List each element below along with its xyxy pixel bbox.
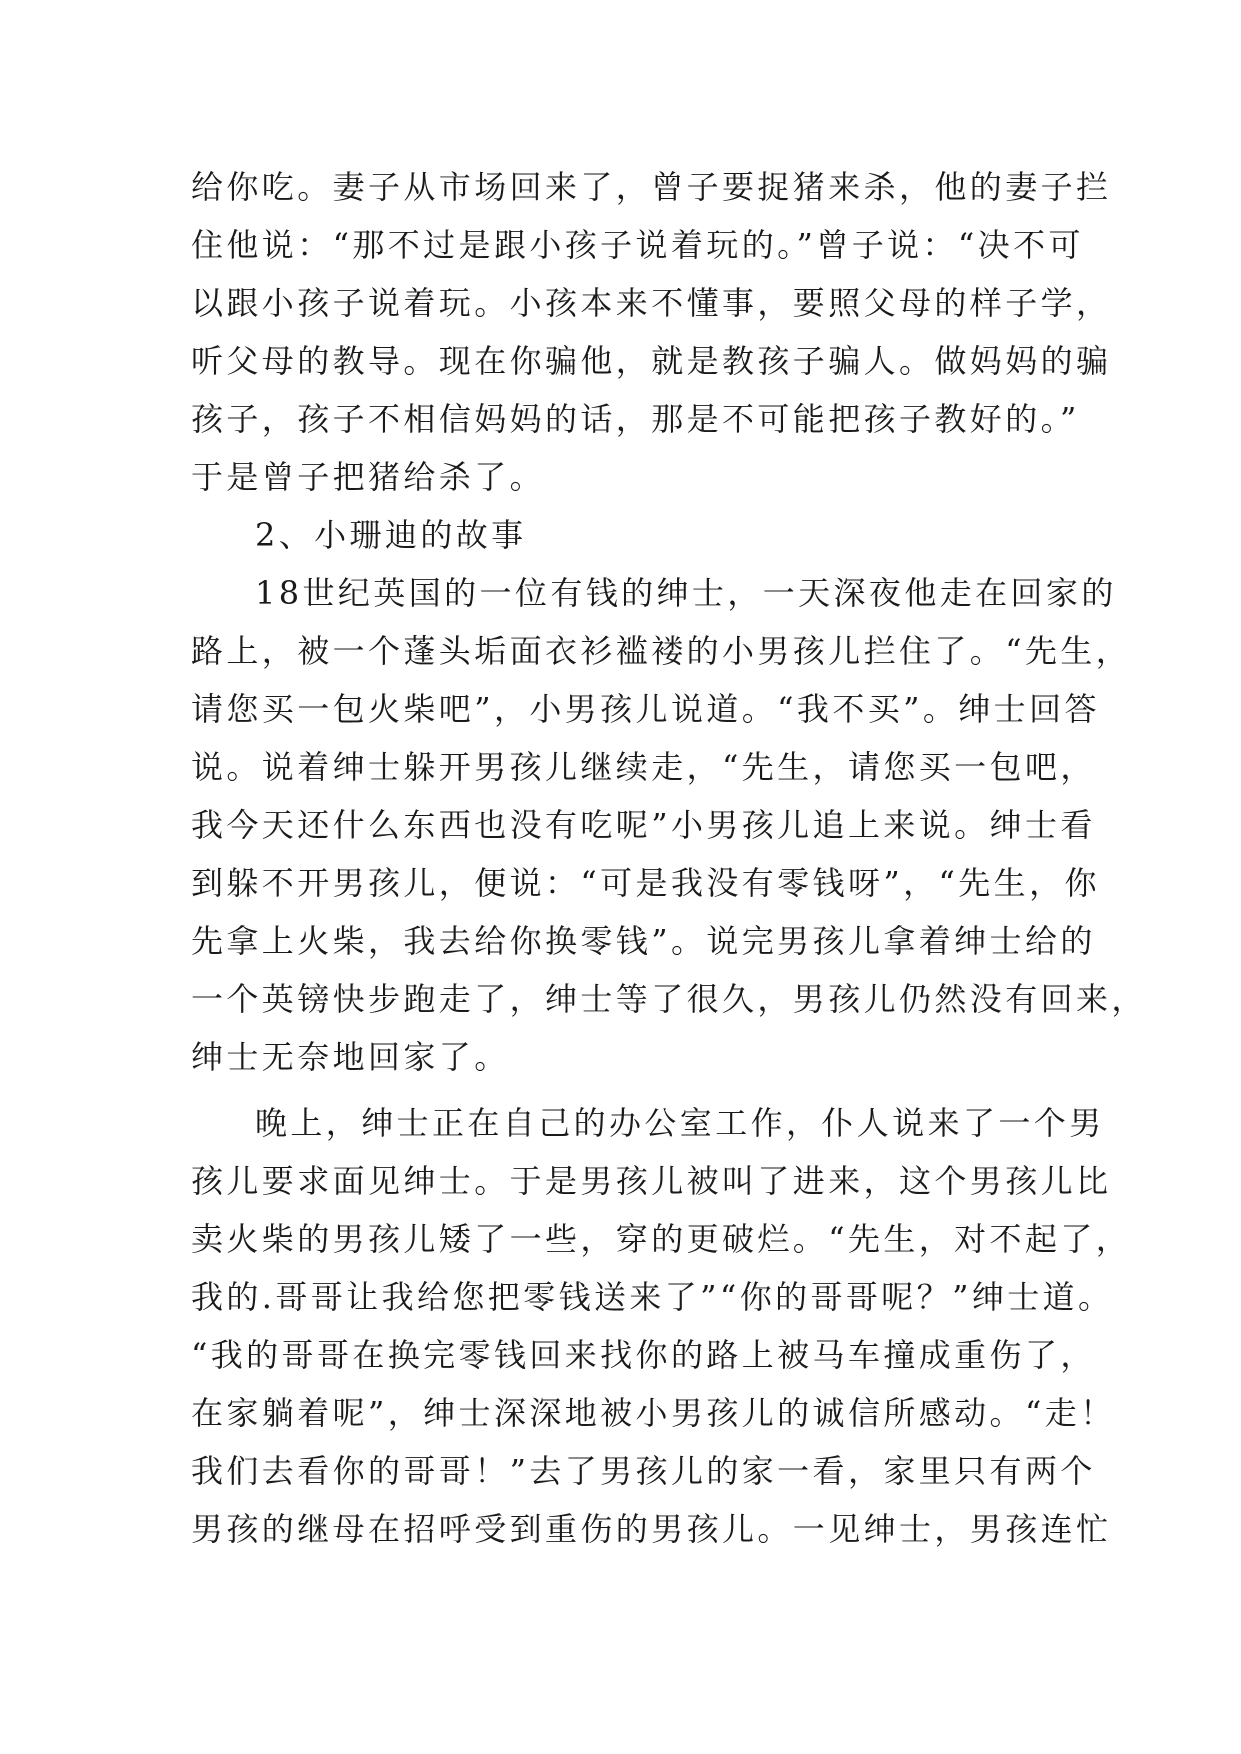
text-line: 男孩的继母在招呼受到重伤的男孩儿。一见绅士，男孩连忙 — [191, 1510, 1112, 1548]
text-line: 于是曾子把猪给杀了。 — [191, 458, 546, 496]
text-line: 路上，被一个蓬头垢面衣衫褴褛的小男孩儿拦住了。“先生， — [191, 632, 1132, 670]
text-line: 先拿上火柴，我去给你换零钱”。说完男孩儿拿着绅士给的 — [191, 922, 1096, 960]
text-line: 请您买一包火柴吧”，小男孩儿说道。“我不买”。绅士回答 — [191, 690, 1100, 728]
text-line: “我的哥哥在换完零钱回来找你的路上被马车撞成重伤了， — [191, 1336, 1096, 1374]
body-text — [191, 158, 1147, 1558]
text-line: 孩子，孩子不相信妈妈的话，那是不可能把孩子教好的。” — [191, 400, 1080, 438]
text-line: 住他说：“那不过是跟小孩子说着玩的。”曾子说：“决不可 — [191, 226, 1084, 264]
text-line: 我的.哥哥让我给您把零钱送来了”“你的哥哥呢？”绅士道。 — [191, 1278, 1114, 1316]
text-line: 18世纪英国的一位有钱的绅士，一天深夜他走在回家的 — [255, 574, 1117, 612]
text-line: 孩儿要求面见绅士。于是男孩儿被叫了进来，这个男孩儿比 — [191, 1162, 1112, 1200]
text-line: 绅士无奈地回家了。 — [191, 1038, 510, 1076]
text-line: 以跟小孩子说着玩。小孩本来不懂事，要照父母的样子学， — [191, 284, 1112, 322]
text-line: 我们去看你的哥哥！”去了男孩儿的家一看，家里只有两个 — [191, 1452, 1096, 1490]
text-line: 在家躺着呢”，绅士深深地被小男孩儿的诚信所感动。“走！ — [191, 1394, 1116, 1432]
text-line: 卖火柴的男孩儿矮了一些，穿的更破烂。“先生，对不起了， — [191, 1220, 1132, 1258]
text-line: 我今天还什么东西也没有吃呢”小男孩儿追上来说。绅士看 — [191, 806, 1096, 844]
text-line: 一个英镑快步跑走了，绅士等了很久，男孩儿仍然没有回来， — [191, 980, 1147, 1018]
text-line: 听父母的教导。现在你骗他，就是教孩子骗人。做妈妈的骗 — [191, 342, 1112, 380]
text-line: 说。说着绅士躲开男孩儿继续走，“先生，请您买一包吧， — [191, 748, 1096, 786]
text-line: 给你吃。妻子从市场回来了，曾子要捉猪来杀，他的妻子拦 — [191, 168, 1112, 206]
section-heading: 2、小珊迪的故事 — [255, 516, 527, 554]
paragraph-gap — [191, 1086, 1071, 1094]
text-line: 到躲不开男孩儿，便说：“可是我没有零钱呀”，“先生，你 — [191, 864, 1100, 902]
text-line: 晚上，绅士正在自己的办公室工作，仆人说来了一个男 — [255, 1104, 1105, 1142]
